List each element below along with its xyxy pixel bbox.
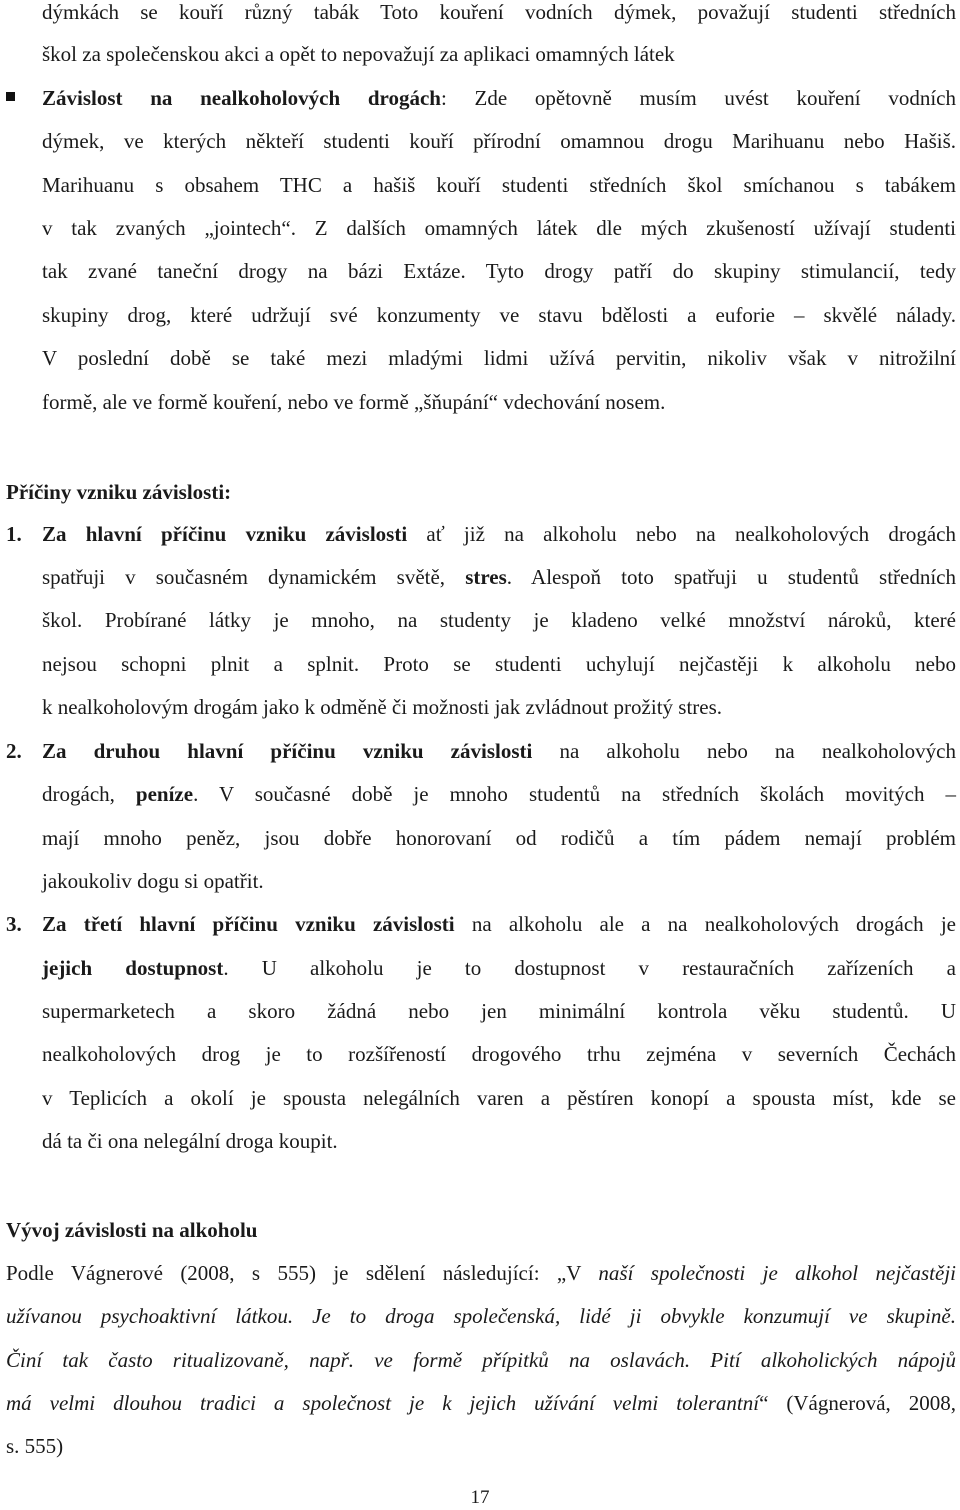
bold-term: Závislost na nealkoholových drogách <box>42 86 441 110</box>
text: jakoukoliv dogu si opatřit. <box>42 869 264 893</box>
text: mají mnoho peněz, jsou dobře honorovaní od rodičů a tím pádem nemají problém <box>42 826 956 850</box>
text-line <box>42 997 956 1025</box>
bold-term: Za třetí hlavní příčinu vzniku závislosti <box>42 912 455 936</box>
text-line <box>6 1259 956 1287</box>
bullet-icon <box>6 92 15 101</box>
text-line <box>42 824 956 852</box>
text: spatřuji v současném dynamickém světě, <box>42 565 466 589</box>
text: supermarketech a skoro žádná nebo jen minimální kontrola věku studentů. U <box>42 999 956 1023</box>
section-heading: Příčiny vzniku závislosti: <box>6 480 232 504</box>
bold-term: stres <box>465 565 507 589</box>
text-line <box>42 954 956 982</box>
text-line <box>42 344 956 372</box>
text-line <box>42 606 956 634</box>
section-heading: Vývoj závislosti na alkoholu <box>6 1218 258 1242</box>
text: Marihuanu s obsahem THC a hašiš kouří studenti středních škol smíchanou s tabákem <box>42 173 956 197</box>
text: Podle Vágnerové (2008, s 555) je sdělení následující: „V <box>6 1261 599 1285</box>
text: . Alespoň toto spatřuji u studentů středních <box>506 565 956 589</box>
bold-term: Za hlavní příčinu vzniku závislosti <box>42 522 408 546</box>
quote-text: naší společnosti je alkohol nejčastěji <box>598 1261 956 1285</box>
text-line <box>42 780 956 808</box>
text-line <box>42 301 956 329</box>
page-number: 17 <box>470 1487 490 1508</box>
text: drogách, <box>42 782 136 806</box>
text-line <box>6 1302 956 1330</box>
quote-text: Činí tak často ritualizovaně, např. ve formě přípitků na oslavách. Pití alkoholických nápojů <box>6 1348 956 1372</box>
list-number: 3. <box>6 912 22 936</box>
text-line <box>6 1346 956 1374</box>
text: s. 555) <box>6 1434 64 1458</box>
list-item <box>42 737 956 765</box>
text: V poslední době se také mezi mladými lidmi užívá pervitin, nikoliv však v nitrožilní <box>42 346 956 370</box>
list-number: 2. <box>6 739 22 763</box>
text-line <box>42 127 956 155</box>
list-item <box>42 910 956 938</box>
text-line <box>42 84 956 112</box>
text: v Teplicích a okolí je spousta nelegálních varen a pěstíren konopí a spousta míst, kde se <box>42 1086 956 1110</box>
text: . U alkoholu je to dostupnost v restauračních zařízeních a <box>223 956 956 980</box>
text: dýmkách se kouří různý tabák Toto kouření vodních dýmek, považují studenti středních <box>42 0 956 24</box>
text: v tak zvaných „jointech“. Z dalších omamných látek dle mých zkušeností užívají studenti <box>42 216 956 240</box>
text: tak zvané taneční drogy na bázi Extáze. Tyto drogy patří do skupiny stimulancií, tedy <box>42 259 956 283</box>
text-line <box>42 1084 956 1112</box>
text: skupiny drog, které udržují své konzumenty ve stavu bdělosti a euforie – skvělé nálady. <box>42 303 956 327</box>
bold-term: Za druhou hlavní příčinu vzniku závislosti <box>42 739 533 763</box>
text: k nealkoholovým drogám jako k odměně či možnosti jak zvládnout prožitý stres. <box>42 695 723 719</box>
text-line <box>42 171 956 199</box>
bold-term: jejich dostupnost <box>42 956 224 980</box>
text-line <box>42 1040 956 1068</box>
text: nealkoholových drog je to rozšířeností drogového trhu zejména v severních Čechách <box>42 1042 956 1066</box>
text-line <box>6 1389 956 1417</box>
text-line <box>42 214 956 242</box>
text: škol. Probírané látky je mnoho, na studenty je kladeno velké množství nároků, které <box>42 608 956 632</box>
text-line <box>42 40 675 68</box>
quote-text: má velmi dlouhou tradici a společnost je k jejich užívání velmi tolerantní <box>6 1391 760 1415</box>
text: dá ta či ona nelegální droga koupit. <box>42 1129 338 1153</box>
text: na alkoholu nebo na nealkoholových <box>532 739 956 763</box>
text-line <box>42 1127 338 1155</box>
quote-text: užívanou psychoaktivní látkou. Je to droga společenská, lidé ji obvykle konzumují ve skupině. <box>6 1304 956 1328</box>
text: “ (Vágnerová, 2008, <box>759 1391 957 1415</box>
list-number: 1. <box>6 522 22 546</box>
text-line <box>42 0 956 26</box>
list-item <box>42 520 956 548</box>
text-line <box>6 1432 63 1460</box>
text-line <box>42 257 956 285</box>
text-line <box>42 563 956 591</box>
text: formě, ale ve formě kouření, nebo ve formě „šňupání“ vdechování nosem. <box>42 390 666 414</box>
text: dýmek, ve kterých někteří studenti kouří přírodní omamnou drogu Marihuanu nebo Hašiš. <box>42 129 956 153</box>
text: na alkoholu ale a na nealkoholových drogách je <box>454 912 956 936</box>
text-line <box>42 693 722 721</box>
text: . V současné době je mnoho studentů na středních školách movitých – <box>193 782 956 806</box>
text: škol za společenskou akci a opět to nepovažují za aplikaci omamných látek <box>42 42 675 66</box>
text-line <box>42 388 665 416</box>
text-line <box>42 867 264 895</box>
text: nejsou schopni plnit a splnit. Proto se studenti uchylují nejčastěji k alkoholu nebo <box>42 652 956 676</box>
text-line <box>42 650 956 678</box>
text: ať již na alkoholu nebo na nealkoholových drogách <box>407 522 956 546</box>
text: : Zde opětovně musím uvést kouření vodních <box>440 86 956 110</box>
bold-term: peníze <box>135 782 194 806</box>
